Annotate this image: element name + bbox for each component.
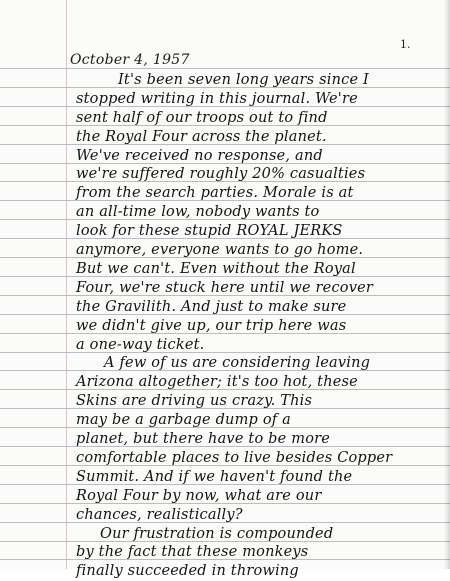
text-line: But we can't. Even without the Royal <box>76 261 356 277</box>
text-line: It's been seven long years since I <box>118 72 369 88</box>
text-line: A few of us are considering leaving <box>104 355 371 371</box>
text-line: We've received no response, and <box>76 148 323 164</box>
text-line: chances, realistically? <box>76 507 243 523</box>
text-line: the Gravilith. And just to make sure <box>76 299 347 315</box>
text-line: Four, we're stuck here until we recover <box>76 280 374 296</box>
text-line: Skins are driving us crazy. This <box>76 393 313 409</box>
text-line: the Royal Four across the planet. <box>76 129 327 145</box>
text-line: may be a garbage dump of a <box>76 412 291 428</box>
text-line: Arizona altogether; it's too hot, these <box>76 374 358 390</box>
text-line: we didn't give up, our trip here was <box>76 318 347 334</box>
text-line: anymore, everyone wants to go home. <box>76 242 364 258</box>
text-line: from the search parties. Morale is at <box>76 185 354 201</box>
text-line: by the fact that these monkeys <box>76 544 309 560</box>
text-line: planet, but there have to be more <box>76 431 331 447</box>
text-line: an all-time low, nobody wants to <box>76 204 320 220</box>
page-number: 1. <box>400 38 411 51</box>
entry-date: October 4, 1957 <box>70 52 190 68</box>
text-line: comfortable places to live besides Copper <box>76 450 393 466</box>
text-line: look for these stupid ROYAL JERKS <box>76 223 343 239</box>
text-line: sent half of our troops out to find <box>76 110 328 126</box>
text-line: we're suffered roughly 20% casualties <box>76 166 366 182</box>
text-line: finally succeeded in throwing <box>76 563 299 579</box>
text-line: Summit. And if we haven't found the <box>76 469 353 485</box>
text-line: Our frustration is compounded <box>100 526 334 542</box>
text-line: stopped writing in this journal. We're <box>76 91 358 107</box>
text-line: Royal Four by now, what are our <box>76 488 322 504</box>
text-line: a one-way ticket. <box>76 337 205 353</box>
page-edge-shadow <box>444 0 450 569</box>
